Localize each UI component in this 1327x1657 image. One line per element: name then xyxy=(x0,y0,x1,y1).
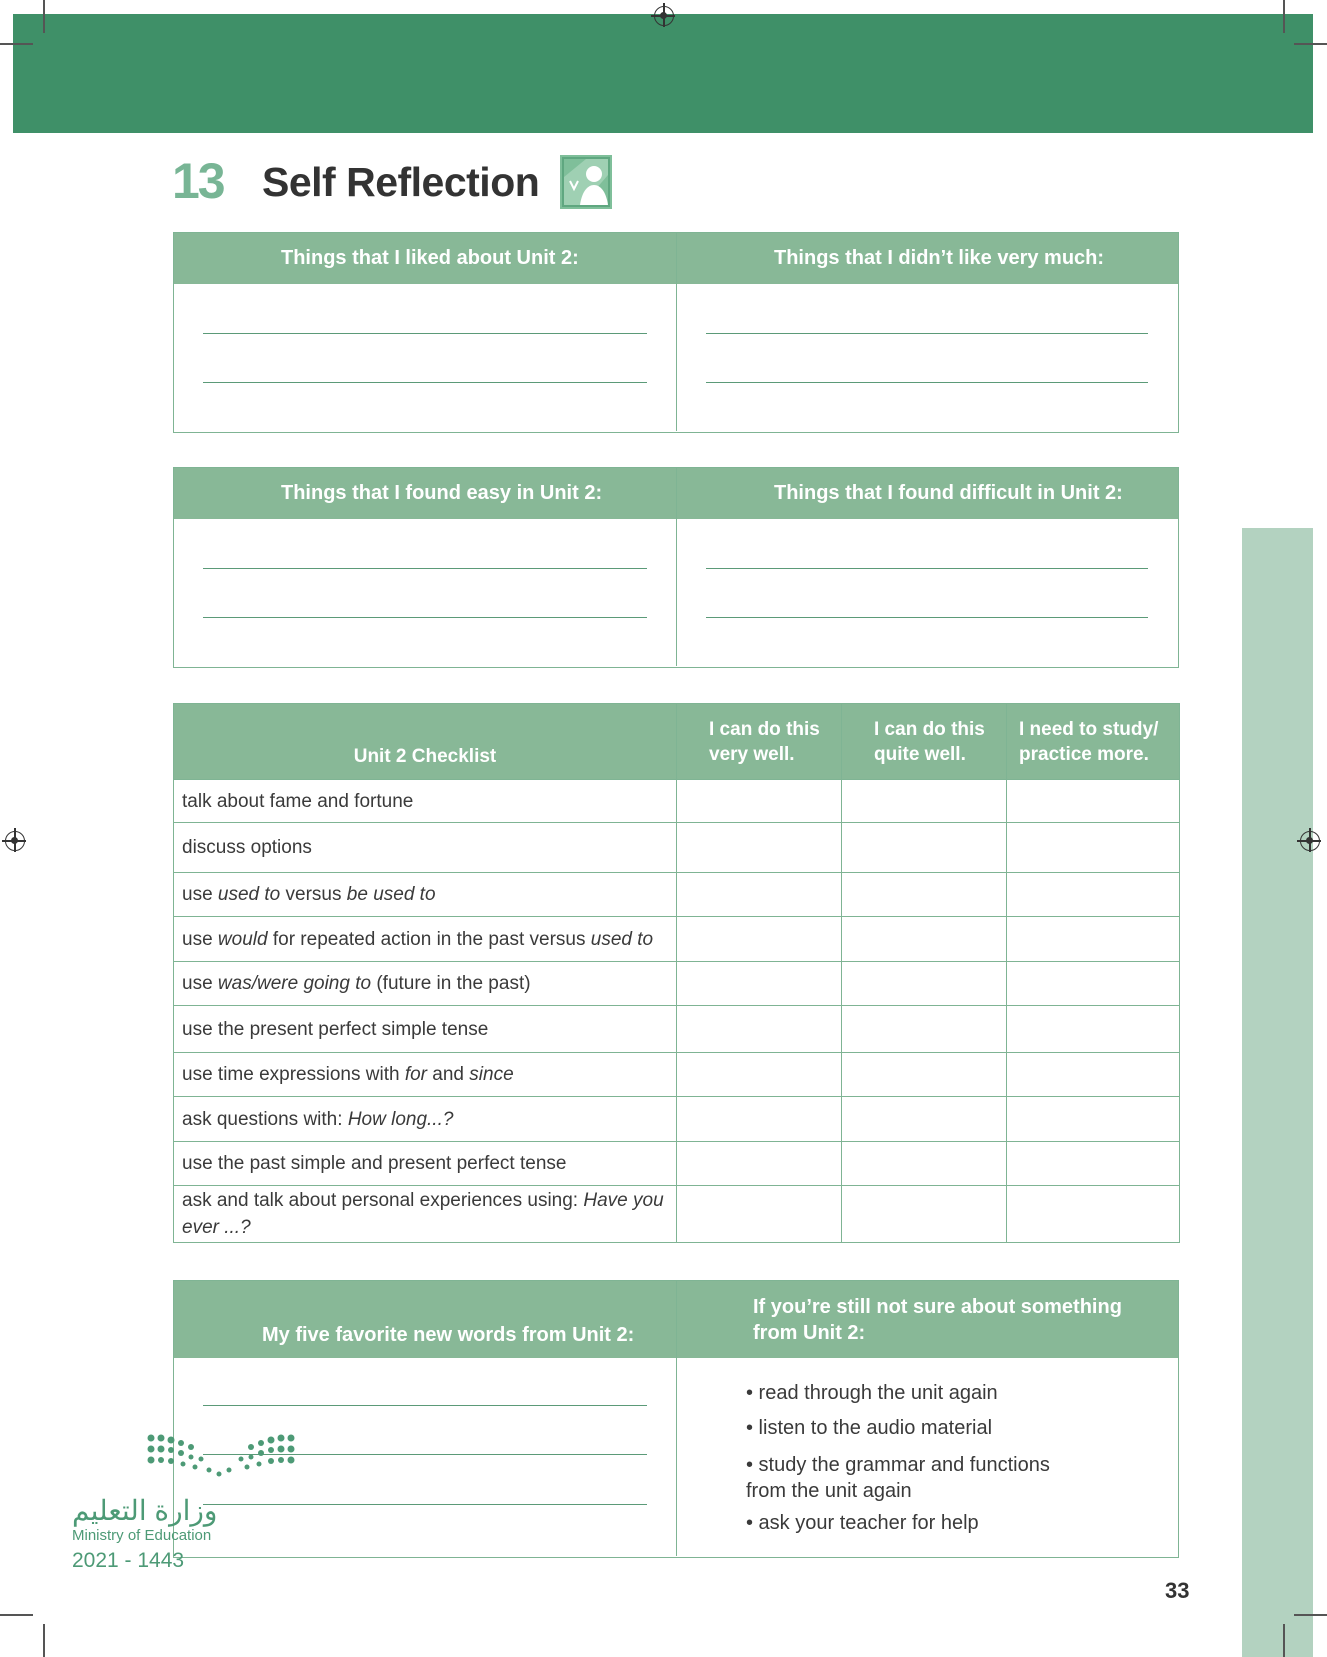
checklist-skill: ask questions with: How long...? xyxy=(174,1097,677,1142)
crop-mark xyxy=(1283,0,1285,33)
study-more-cell[interactable] xyxy=(1007,1006,1180,1053)
very-well-cell[interactable] xyxy=(677,823,842,873)
favorite-words-box xyxy=(173,1280,1179,1558)
quite-well-cell[interactable] xyxy=(842,917,1007,962)
not-sure-title: If you’re still not sure about something from Unit 2: xyxy=(753,1295,1122,1344)
checklist-row xyxy=(174,1053,1180,1097)
quite-well-cell[interactable] xyxy=(842,1186,1007,1243)
very-well-cell[interactable] xyxy=(677,917,842,962)
study-more-cell[interactable] xyxy=(1007,1053,1180,1097)
tip-item: • read through the unit again xyxy=(746,1382,998,1404)
header-band xyxy=(13,14,1313,133)
quite-well-cell[interactable] xyxy=(842,1053,1007,1097)
checklist-skill: discuss options xyxy=(174,823,677,873)
side-color-band xyxy=(1242,528,1313,1657)
quite-well-header: I can do this quite well. xyxy=(842,704,1007,780)
difficult-writing-area[interactable] xyxy=(677,519,1177,666)
very-well-header: I can do this very well. xyxy=(677,704,842,780)
ministry-name-english: Ministry of Education xyxy=(72,1527,212,1544)
checklist-row xyxy=(174,1006,1180,1053)
quite-well-cell[interactable] xyxy=(842,823,1007,873)
very-well-cell[interactable] xyxy=(677,1053,842,1097)
very-well-cell[interactable] xyxy=(677,780,842,823)
very-well-cell[interactable] xyxy=(677,962,842,1006)
writing-line xyxy=(203,1405,647,1406)
page-title: Self Reflection xyxy=(262,159,540,205)
checklist-row xyxy=(174,1097,1180,1142)
writing-line xyxy=(706,333,1148,334)
checklist-header-row xyxy=(174,704,1180,780)
checklist-table xyxy=(173,703,1180,1243)
tip-item: • listen to the audio material xyxy=(746,1417,993,1439)
easy-header: Things that I found easy in Unit 2: xyxy=(174,468,677,519)
writing-line xyxy=(203,382,647,383)
checklist-skill: use time expressions with for and since xyxy=(174,1053,677,1097)
study-more-cell[interactable] xyxy=(1007,917,1180,962)
very-well-cell[interactable] xyxy=(677,1097,842,1142)
quite-well-cell[interactable] xyxy=(842,873,1007,917)
very-well-cell[interactable] xyxy=(677,1142,842,1186)
favorite-words-title: My five favorite new words from Unit 2: xyxy=(174,1281,677,1358)
checklist-row xyxy=(174,873,1180,917)
easy-difficult-header xyxy=(174,468,1178,519)
study-more-cell[interactable] xyxy=(1007,1142,1180,1186)
crop-mark xyxy=(43,1624,45,1657)
likes-box-header xyxy=(174,233,1178,284)
writing-line xyxy=(203,333,647,334)
study-more-cell[interactable] xyxy=(1007,1186,1180,1243)
ministry-logo xyxy=(145,1432,297,1488)
tip-item: • ask your teacher for help xyxy=(746,1512,979,1534)
crop-mark xyxy=(0,43,33,45)
checklist-row xyxy=(174,780,1180,823)
crop-mark xyxy=(1294,43,1327,45)
favorite-words-header xyxy=(174,1281,1178,1358)
quite-well-cell[interactable] xyxy=(842,1006,1007,1053)
easy-difficult-box xyxy=(173,467,1179,668)
crop-mark xyxy=(1283,1624,1285,1657)
quite-well-cell[interactable] xyxy=(842,780,1007,823)
checklist-skill: ask and talk about personal experiences using: Have you ever ...? xyxy=(174,1186,677,1243)
crop-mark xyxy=(0,1614,33,1616)
checklist-skill: use was/were going to (future in the past) xyxy=(174,962,677,1006)
checklist-row xyxy=(174,1142,1180,1186)
liked-writing-area[interactable] xyxy=(174,284,677,431)
checklist-skill: use the past simple and present perfect tense xyxy=(174,1142,677,1186)
writing-line xyxy=(203,568,647,569)
checklist-row xyxy=(174,823,1180,873)
study-more-cell[interactable] xyxy=(1007,823,1180,873)
lesson-number: 13 xyxy=(172,153,224,209)
writing-line xyxy=(203,617,647,618)
writing-line xyxy=(706,382,1148,383)
self-reflection-icon xyxy=(560,155,612,209)
disliked-header: Things that I didn’t like very much: xyxy=(774,247,1105,269)
study-more-cell[interactable] xyxy=(1007,1097,1180,1142)
crop-mark xyxy=(1294,1614,1327,1616)
easy-writing-area[interactable] xyxy=(174,519,677,666)
very-well-cell[interactable] xyxy=(677,1186,842,1243)
study-more-header: I need to study/ practice more. xyxy=(1007,704,1180,780)
checklist-skill: use would for repeated action in the past versus used to xyxy=(174,917,677,962)
very-well-cell[interactable] xyxy=(677,873,842,917)
crop-mark xyxy=(43,0,45,33)
quite-well-cell[interactable] xyxy=(842,1142,1007,1186)
study-more-cell[interactable] xyxy=(1007,962,1180,1006)
quite-well-cell[interactable] xyxy=(842,962,1007,1006)
checklist-row xyxy=(174,1186,1180,1243)
tip-item: • study the grammar and functions from the unit again xyxy=(746,1454,1050,1502)
checklist-skill: use the present perfect simple tense xyxy=(174,1006,677,1053)
study-more-cell[interactable] xyxy=(1007,780,1180,823)
registration-mark-icon xyxy=(1300,831,1320,851)
ministry-name-arabic: وزارة التعليم xyxy=(72,1495,218,1526)
checklist-title: Unit 2 Checklist xyxy=(174,704,677,780)
likes-box xyxy=(173,232,1179,433)
registration-mark-icon xyxy=(654,6,674,26)
writing-line xyxy=(706,568,1148,569)
page-number: 33 xyxy=(1165,1578,1190,1603)
difficult-header: Things that I found difficult in Unit 2: xyxy=(774,482,1123,504)
checklist-skill: use used to versus be used to xyxy=(174,873,677,917)
checklist-skill: talk about fame and fortune xyxy=(174,780,677,823)
edition-year: 2021 - 1443 xyxy=(72,1549,185,1572)
very-well-cell[interactable] xyxy=(677,1006,842,1053)
checklist-row xyxy=(174,917,1180,962)
quite-well-cell[interactable] xyxy=(842,1097,1007,1142)
disliked-writing-area[interactable] xyxy=(677,284,1177,431)
registration-mark-icon xyxy=(5,831,25,851)
checklist-row xyxy=(174,962,1180,1006)
writing-line xyxy=(203,1504,647,1505)
study-more-cell[interactable] xyxy=(1007,873,1180,917)
writing-line xyxy=(706,617,1148,618)
liked-header: Things that I liked about Unit 2: xyxy=(174,233,677,284)
